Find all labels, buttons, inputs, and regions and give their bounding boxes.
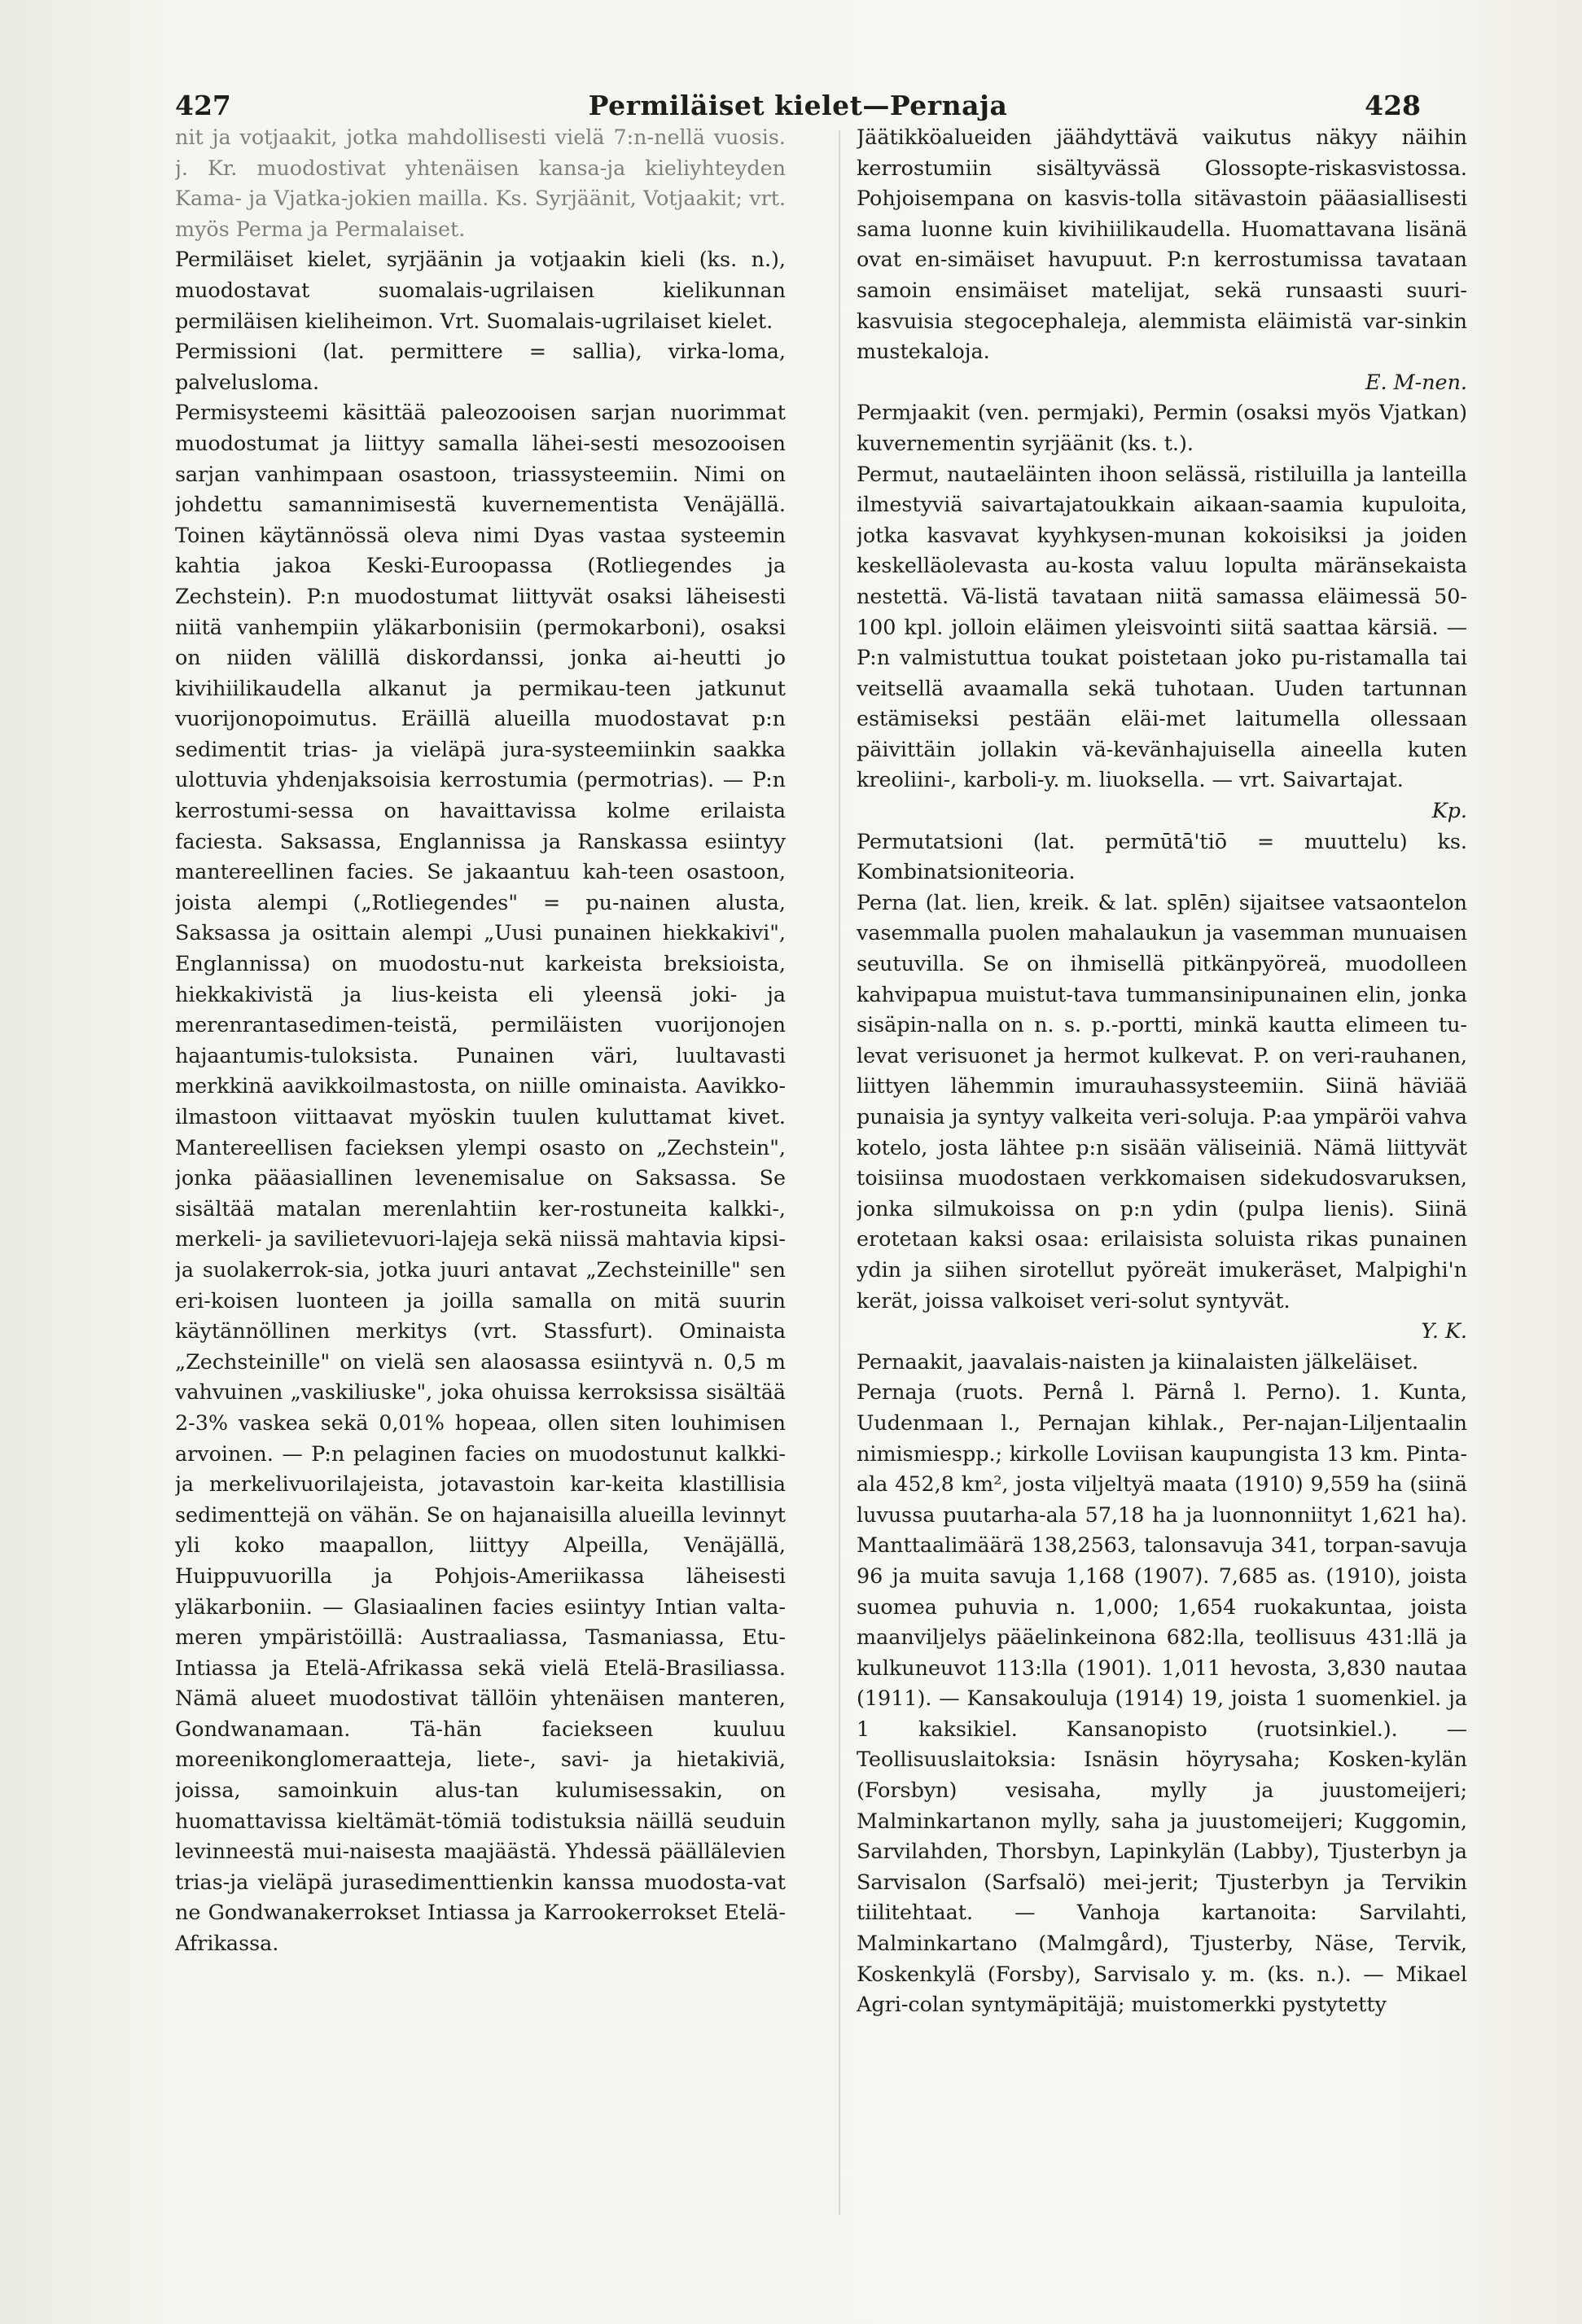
page-number-left: 427 bbox=[175, 90, 231, 121]
entry-pernaakit: Pernaakit, jaavalais-naisten ja kiinalaisten jälkeläiset. bbox=[857, 1348, 1419, 1374]
entry-permissioni: Permissioni (lat. permittere = sallia), virka-loma, palvelusloma. bbox=[175, 339, 786, 394]
entry-permjaakit: Permjaakit (ven. permjaki), Permin (osaksi myös Vjatkan) kuvernementin syrjäänit (ks. t.). bbox=[857, 400, 1467, 455]
entry-permutatsioni: Permutatsioni (lat. permūtā'tiō = muuttelu) ks. Kombinatsioniteoria. bbox=[857, 828, 1467, 884]
entry-permisysteemi-continued: Jäätikköalueiden jäähdyttävä vaikutus näkyy näihin kerrostumiin sisältyvässä Glossopte-riskasvistossa. Pohjoisempana on kasvis-tolla sitävastoin pääasiallisesti sama luonne kuin kivihiilikaudella. Huomattavana lisänä ovat en-simäiset havupuut. P:n kerrostumissa tavataan samoin ensimäiset matelijat, sekä runsaasti suuri-kasvuisia stegocephaleja, alemmista eläimistä var-sinkin mustekaloja. bbox=[857, 125, 1467, 364]
entry-continuation-permalaiset: nit ja votjaakit, jotka mahdollisesti vielä 7:n-nellä vuosis. j. Kr. muodostivat yhtenäisen kansa-ja kieliyhteyden Kama- ja Vjatka-jokien mailla. Ks. Syrjäänit, Votjaakit; vrt. myös Perma ja Permalaiset. bbox=[175, 125, 786, 241]
entry-permilaiset-kielet: Permiläiset kielet, syrjäänin ja votjaakin kieli (ks. n.), muodostavat suomalais-ugrilaisen kielikunnan permiläisen kieliheimon. Vrt. Suomalais-ugrilaiset kielet. bbox=[175, 247, 786, 333]
entry-permisysteemi: Permisysteemi käsittää paleozooisen sarjan nuorimmat muodostumat ja liittyy samalla lähei-sesti mesozooisen sarjan vanhimpaan osastoon, triassysteemiin. Nimi on johdettu samannimisestä kuvernementista Venäjällä. Toinen käytännössä oleva nimi Dyas vastaa systeemin kahtia jakoa Keski-Euroopassa (Rotliegendes ja Zechstein). P:n muodostumat liittyvät osaksi läheisesti niitä vanhempiin yläkarbonisiin (permokarboni), osaksi on niiden välillä diskordanssi, jonka ai-heutti jo kivihiilikaudella alkanut ja permikau-teen jatkunut vuorijonopoimutus. Eräillä alueilla muodostavat p:n sedimentit trias- ja vieläpä jura-systeemiinkin saakka ulottuvia yhdenjaksoisia kerrostumia (permotrias). — P:n kerrostumi-sessa on havaittavissa kolme erilaista faciesta. Saksassa, Englannissa ja Ranskassa esiintyy mantereellinen facies. Se jakaantuu kah-teen osastoon, joista alempi („Rotliegendes" = pu-nainen alusta, Saksassa ja osittain alempi „Uusi punainen hiekkakivi", Englannissa) on muodostu-nut karkeista breksioista, hiekkakivistä ja lius-keista eli yleensä joki- ja merenrantasedimen-teistä, permiläisten vuorijonojen hajaantumis-tuloksista. Punainen väri, luultavasti merkkinä aavikkoilmastosta, on niille ominaista. Aavikko-ilmastoon viittaavat myöskin tuulen kuluttamat kivet. Mantereellisen facieksen ylempi osasto on „Zechstein", jonka pääasiallinen levenemisalue on Saksassa. Se sisältää matalan merenlahtiin ker-rostuneita kalkki-, merkeli- ja savilietevuori-lajeja sekä niissä mahtavia kipsi- ja suolakerrok-sia, jotka juuri antavat „Zechsteinille" sen eri-koisen luonteen ja joilla samalla on mitä suurin käytännöllinen merkitys (vrt. Stassfurt). Ominaista „Zechsteinille" on vielä sen alaosassa esiintyvä n. 0,5 m vahvuinen „vaskiliuske", joka ohuissa kerroksissa sisältää 2-3% vaskea sekä 0,01% hopeaa, ollen siten louhimisen arvoinen. — P:n pelaginen facies on muodostunut kalkki- ja merkelivuorilajeista, jotavastoin kar-keita klastillisia sedimenttejä on vähän. Se on hajanaisilla alueilla levinnyt yli koko maapallon, liittyy Alpeilla, Venäjällä, Huippuvuorilla ja Pohjois-Ameriikassa läheisesti yläkarboniin. — Glasiaalinen facies esiintyy Intian valta-meren ympäristöillä: Austraaliassa, Tasmaniassa, Etu-Intiassa ja Etelä-Afrikassa sekä vielä Etelä-Brasiliassa. Nämä alueet muodostivat tällöin yhtenäisen manteren, Gondwanamaan. Tä-hän faciekseen kuuluu moreenikonglomeraatteja, liete-, savi- ja hietakiviä, joissa, samoinkuin alus-tan kulumisessakin, on huomattavissa kieltämät-tömiä todistuksia näillä seuduin levinneestä mui-naisesta maajäästä. Yhdessä päällälevien trias-ja vieläpä jurasedimenttienkin kanssa muodosta-vat ne Gondwanakerrokset Intiassa ja Karrookerrokset Etelä-Afrikassa. bbox=[175, 400, 786, 1956]
entry-perna: Perna (lat. lien, kreik. & lat. splēn) sijaitsee vatsaontelon vasemmalla puolen mahalaukun ja vasemman munuaisen seutuvilla. Se on ihmisellä pitkänpyöreä, muodolleen kahvipapua muistut-tava tummansinipunainen elin, jonka sisäpin-nalla on n. s. p.-portti, minkä kautta elimeen tu-levat verisuonet ja hermot kulkevat. P. on veri-rauhanen, liittyen lähemmin imurauhassysteemiin. Siinä häviää punaisia ja syntyy valkeita veri-soluja. P:aa ympäröi vahva kotelo, josta lähtee p:n sisään väliseiniä. Nämä liittyvät toisiinsa muodostaen verkkomaisen sidekudosvaruksen, jonka silmukoissa on p:n ydin (pulpa lienis). Siinä erotetaan kaksi osaa: erilaisista soluista rikas punainen ydin ja siihen sirotellut pyöreät imukeräset, Malpighi'n kerät, joissa valkoiset veri-solut syntyvät. bbox=[857, 889, 1467, 1313]
entry-pernaja: Pernaja (ruots. Pernå l. Pärnå l. Perno). 1. Kunta, Uudenmaan l., Pernajan kihlak., Per-najan-Liljentaalin nimismiespp.; kirkolle Loviisan kaupungista 13 km. Pinta-ala 452,8 km², josta viljeltyä maata (1910) 9,559 ha (siinä luvussa puutarha-ala 57,18 ha ja luonnonniityt 1,621 ha). Manttaalimäärä 138,2563, talonsavuja 341, torpan-savuja 96 ja muita savuja 1,168 (1907). 7,685 as. (1910), joista suomea puhuvia n. 1,000; 1,654 ruokakuntaa, joista maanviljelys pääelinkeinona 682:lla, teollisuus 431:llä ja kulkuneuvot 113:lla (1901). 1,011 hevosta, 3,830 nautaa (1911). — Kansakouluja (1914) 19, joista 1 suomenkiel. ja 1 kaksikiel. Kansanopisto (ruotsinkiel.). — Teollisuuslaitoksia: Isnäsin höyrysaha; Kosken-kylän (Forsbyn) vesisaha, mylly ja juustomeijeri; Malminkartanon mylly, saha ja juustomeijeri; Kuggomin, Sarvilahden, Thorsbyn, Lapinkylän (Labby), Tjusterbyn ja Sarvisalon (Sarfsalö) mei-jerit; Tjusterbyn ja Tervikin tiilitehtaat. — Vanhoja kartanoita: Sarvilahti, Malminkartano (Malmgård), Tjusterby, Näse, Tervik, Koskenkylä (Forsby), Sarvisalo y. m. (ks. n.). — Mikael Agri-colan syntymäpitäjä; muistomerkki pystytetty bbox=[857, 1379, 1467, 2017]
page-number-right: 428 bbox=[1365, 90, 1421, 121]
author-signature: E. M-nen. bbox=[1365, 369, 1467, 394]
entry-permut: Permut, nautaeläinten ihoon selässä, ristiluilla ja lanteilla ilmestyviä saivartajatoukkain aikaan-saamia kupuloita, jotka kasvavat kyyhkysen-munan kokoisiksi ja joiden keskelläolevasta au-kosta valuu lopulta märänsekaista nestettä. Vä-listä tavataan niitä samassa eläimessä 50-100 kpl. jolloin eläimen yleisvointi siitä saattaa kärsiä. — P:n valmistuttua toukat poistetaan joko pu-ristamalla tai veitsellä avaamalla sekä tuhotaan. Uuden tartunnan estämiseksi pestään eläi-met laitumella ollessaan päivittäin jollakin vä-kevänhajuisella aineella kuten kreoliini-, karboli-y. m. liuoksella. — vrt. Saivartajat. bbox=[857, 461, 1467, 792]
running-title: Permiläiset kielet—Pernaja bbox=[588, 90, 1008, 121]
author-signature: Y. K. bbox=[1421, 1318, 1467, 1344]
left-column bbox=[175, 122, 786, 2215]
author-signature: Kp. bbox=[1431, 798, 1467, 823]
right-column bbox=[857, 122, 1467, 2215]
column-divider bbox=[839, 130, 840, 2215]
